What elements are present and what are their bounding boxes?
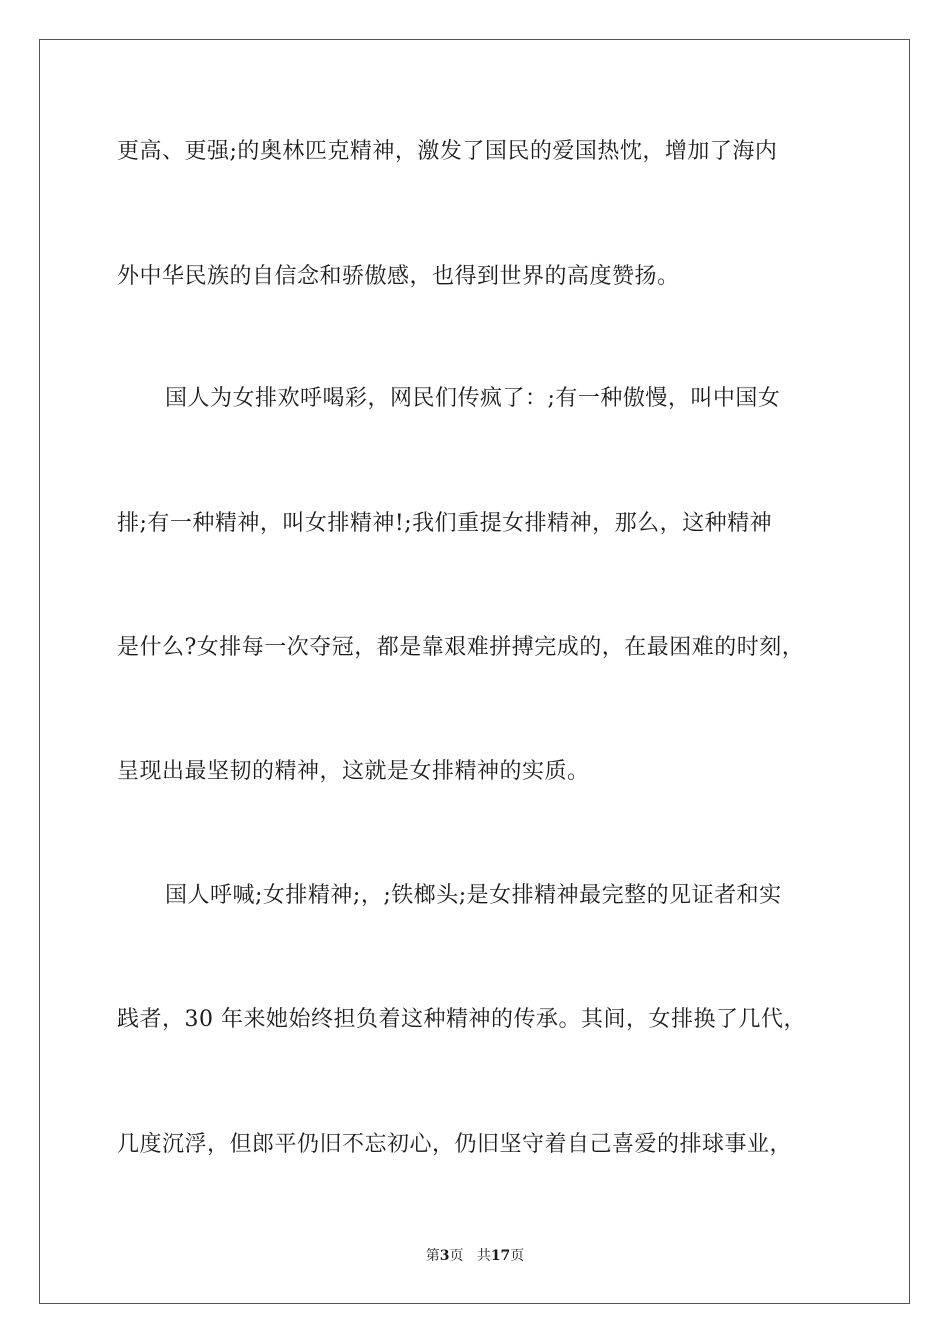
footer-page-number: 3 <box>439 1248 450 1264</box>
page-border <box>39 39 910 1304</box>
footer-page-prefix: 第 <box>425 1248 440 1264</box>
text-line-4: 排;有一种精神，叫女排精神!;我们重提女排精神，那么，这种精神 <box>117 511 773 536</box>
footer-total-pages: 17 <box>490 1248 511 1264</box>
text-line-9: 几度沉浮，但郎平仍旧不忘初心，仍旧坚守着自己喜爱的排球事业， <box>117 1132 793 1157</box>
footer-page-suffix: 页 <box>449 1248 464 1264</box>
footer-total-suffix: 页 <box>510 1248 525 1264</box>
text-line-6: 呈现出最坚韧的精神，这就是女排精神的实质。 <box>117 759 590 784</box>
footer-total-prefix: 共 <box>476 1248 491 1264</box>
text-line-2: 外中华民族的自信念和骄傲感，也得到世界的高度赞扬。 <box>117 264 680 289</box>
text-line-8: 践者，30 年来她始终担负着这种精神的传承。其间，女排换了几代， <box>117 1007 806 1032</box>
text-line-5: 是什么?女排每一次夺冠，都是靠艰难拼搏完成的，在最困难的时刻， <box>117 635 805 660</box>
text-line-7: 国人呼喊;女排精神;，;铁榔头;是女排精神最完整的见证者和实 <box>165 883 782 908</box>
page-footer <box>0 1246 950 1266</box>
text-line-3: 国人为女排欢呼喝彩，网民们传疯了：;有一种傲慢，叫中国女 <box>165 386 781 411</box>
text-line-1: 更高、更强;的奥林匹克精神，激发了国民的爱国热忱，增加了海内 <box>117 139 778 164</box>
